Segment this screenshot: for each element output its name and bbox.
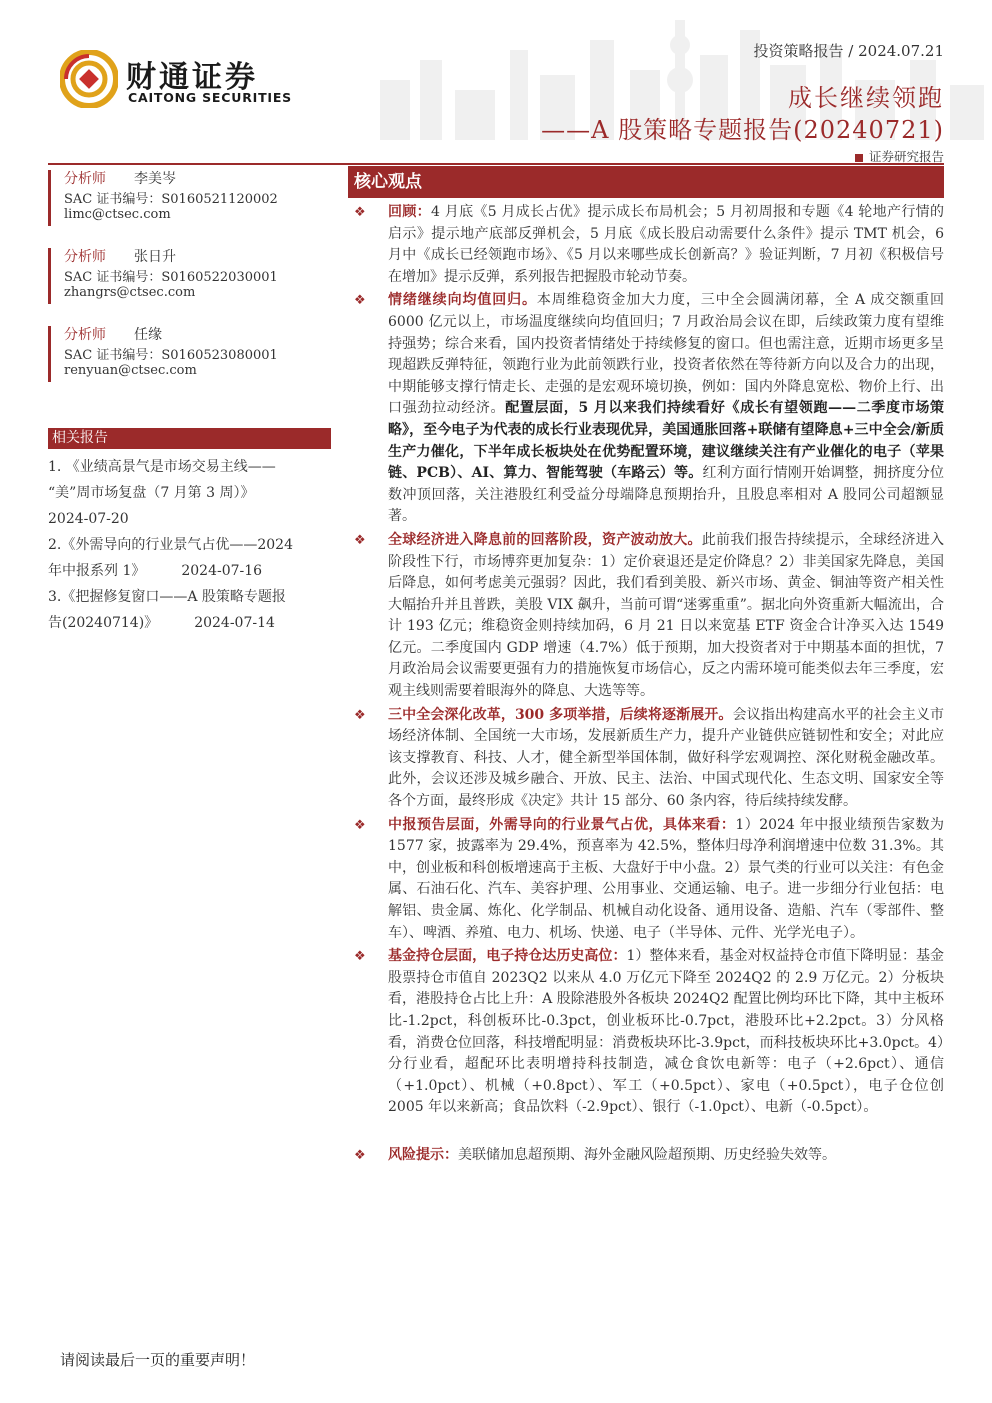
disclaimer-notice: 请阅读最后一页的重要声明！ (60, 1351, 256, 1369)
diamond-bullet-icon: ❖ (354, 949, 366, 965)
core-point (352, 946, 944, 1119)
point-text: 1）整体来看，基金对权益持仓市值下降明显：基金股票持仓市值自 2023Q2 以来从 4.0 万亿元下降至 2024Q2 的 2.9 万亿元。2）分板块看，港股持仓占比上升：A 股除港股外各板块 2024Q2 配置比例均环比下降，其中主板环比-1.2pct，科创板环比-0.3pct，创业板环比-0.7pct，港股环比+2.2pct。3）分风格看，消费仓位回落，科技增配明显：消费板块环比-3.9pct，而科技板块环比+3.0pct。4）分行业看，超配环比表明增持科技制造，减仓食饮电新等：电子（+2.6pct）、通信（+1.0pct）、机械（+0.8pct）、军工（+0.5pct）、家电（+0.5pct），电子仓位创 2005 年以来新高；食品饮料（-2.9pct）、银行（-1.0pct）、电新（-0.5pct）。 (388, 948, 945, 1116)
point-lead: 三中全会深化改革，300 多项举措，后续将逐渐展开。 (388, 706, 733, 723)
risk-lead: 风险提示： (388, 1146, 458, 1163)
related-report-title-line1: 1. 《业绩高景气是市场交易主线—— (48, 459, 276, 475)
analyst-email[interactable]: zhangrs@ctsec.com (64, 285, 196, 300)
report-type-label: 证券研究报告 (868, 149, 944, 164)
core-point (352, 815, 944, 945)
point-lead: 中报预告层面，外需导向的行业景气占优，具体来看： (388, 816, 736, 833)
diamond-bullet-icon: ❖ (354, 817, 366, 833)
core-point (352, 202, 944, 288)
related-reports-heading: 相关报告 (48, 428, 331, 449)
point-lead: 基金持仓层面，电子持仓达历史高位： (388, 948, 627, 965)
point-lead: 全球经济进入降息前的回落阶段，资产波动放大。 (388, 531, 702, 548)
analyst-accent-bar (48, 248, 51, 304)
point-text: 此前我们报告持续提示，全球经济进入阶段性下行，市场博弈更加复杂：1）定价衰退还是定价降息？2）非美国家先降息，美国后降息，如何考虑美元强弱？因此，我们看到美股、新兴市场、黄金、铜油等资产相关性大幅抬升并且普跌，美股 VIX 飙升，当前可谓“迷雾重重”。据北向外资重新大幅流出，合计 193 亿元；维稳资金则持续加码，6 月 21 日以来宽基 ETF 资金合计净买入达 1549 亿元。二季度国内 GDP 增速（4.7%）低于预期，加大投资者对于中期基本面的担忧，7 月政治局会议需要更强有力的措施恢复市场信心，反之内需环境可能类似去年三季度，宏观主线则需要着眼海外的降息、大选等等。 (388, 531, 945, 700)
point-tail-text: 红利方面行情刚开始调整，拥挤度分位数冲顶回落，关注港股红利受益分母端降息预期抬升，且股息率相对 A 股同公司超额显著。 (388, 465, 944, 525)
related-report-date: 2024-07-14 (194, 615, 275, 631)
related-reports-list (48, 454, 331, 636)
analyst-accent-bar (48, 170, 51, 226)
analyst-email[interactable]: renyuan@ctsec.com (64, 363, 197, 378)
diamond-bullet-icon: ❖ (354, 532, 366, 548)
related-report-title-line2: 告(20240714)》 (48, 615, 159, 631)
logo-text-cn: 财通证券 (126, 60, 258, 95)
analyst-card (48, 324, 278, 384)
analyst-name: 张日升 (134, 249, 176, 265)
analyst-accent-bar (48, 326, 51, 382)
header-divider (48, 163, 944, 165)
diamond-bullet-icon: ❖ (354, 1147, 366, 1163)
analyst-sac: SAC 证书编号：S0160521120002 (64, 192, 278, 207)
core-point (352, 705, 944, 813)
analyst-name: 李美岑 (134, 171, 176, 187)
point-text: 本周维稳资金加大力度，三中全会圆满闭幕，全 A 成交额重回 6000 亿元以上，市场温度继续向均值回归；7 月政治局会议在即，后续政策力度有望维持强势；综合来看，国内投资者情绪处于持续修复的窗口。但也需注意，近期市场更多呈现超跌反弹特征，领跑行业为此前领跌行业，投资者依然在等待新方向以及合力的出现，中期能够支撑行情走长、走强的是宏观环境切换，例如：国内外降息宽松、物价上行、出口强劲拉动经济。 (388, 292, 945, 417)
point-text: 会议指出构建高水平的社会主义市场经济体制、全国统一大市场，发展新质生产力，提升产业链供应链韧性和安全；对此应该支撑教育、科技、人才，健全新型举国体制，做好科学宏观调控、深化财税金融改革。此外，会议还涉及城乡融合、开放、民主、法治、中国式现代化、生态文明、国家安全等各个方面，最终形成《决定》共计 15 部分、60 条内容，待后续持续发酵。 (388, 706, 944, 810)
analyst-sac: SAC 证书编号：S0160523080001 (64, 348, 278, 363)
point-text: 1）2024 年中报业绩预告家数为 1577 家，披露率为 29.4%，预喜率为 42.5%，整体归母净利润增速中位数 31.3%。其中，创业板和科创板增速高于主板、大盘好于中小盘。2）景气类的行业可以关注：有色金属、石油石化、汽车、美容护理、公用事业、交通运输、电子。进一步细分行业包括：电解铝、贵金属、炼化、化学制品、机械自动化设备、通用设备、造船、汽车（零部件、整车）、啤酒、养殖、电力、机场、快递、电子（半导体、元件、光学光电子）。 (388, 816, 944, 941)
logo-text-en: CAITONG SECURITIES (128, 90, 292, 105)
related-report-title-line1: 3.《把握修复窗口——A 股策略专题报 (48, 589, 286, 605)
point-bold-text: 配置层面，5 月以来我们持续看好《成长有望领跑——二季度市场策略》，至今电子为代表的成长行业表现优异，美国通胀回落+联储有望降息+三中全会/新质生产力催化，下半年成长板块处在优势配置环境，建议继续关注有产业催化的电子（苹果链、PCB）、AI、算力、智能驾驶（车路云）等。 (388, 400, 944, 482)
analyst-email[interactable]: limc@ctsec.com (64, 207, 171, 222)
analyst-role: 分析师 (64, 171, 106, 187)
point-text: 4 月底《5 月成长占优》提示成长布局机会；5 月初周报和专题《4 轮地产行情的启示》提示地产底部反弹机会，5 月底《成长股启动需要什么条件》提示 TMT 机会，6 月中《成长已经领跑市场》、《5 月以来哪些成长创新高？》验证判断，7 月初《积极信号在增加》提示反弹，系列报告把握股市轮动节奏。 (388, 204, 945, 285)
related-report-item[interactable] (48, 454, 331, 532)
core-point (352, 290, 944, 528)
point-lead: 情绪继续向均值回归。 (388, 292, 537, 309)
analyst-name: 任缘 (134, 327, 162, 343)
analyst-card (48, 246, 278, 306)
related-report-item[interactable] (48, 584, 331, 636)
related-report-title-line1: 2.《外需导向的行业景气占优——2024 (48, 537, 293, 553)
square-icon (855, 154, 863, 162)
risk-text: 美联储加息超预期、海外金融风险超预期、历史经验失效等。 (458, 1146, 836, 1163)
report-title: 成长继续领跑 (788, 84, 944, 112)
risk-warning (352, 1145, 944, 1167)
diamond-bullet-icon: ❖ (354, 707, 366, 723)
report-meta (754, 40, 944, 61)
analyst-role: 分析师 (64, 249, 106, 265)
company-logo (60, 50, 300, 110)
report-category-date: 投资策略报告 / 2024.07.21 (753, 42, 944, 60)
diamond-bullet-icon: ❖ (354, 205, 366, 220)
caitong-logo-icon (60, 50, 118, 108)
related-report-title-line2: 年中报系列 1》 (48, 563, 146, 579)
core-views-heading: 核心观点 (348, 166, 944, 198)
analyst-role: 分析师 (64, 327, 106, 343)
analyst-sac: SAC 证书编号：S0160522030001 (64, 270, 278, 285)
related-report-date: 2024-07-16 (181, 563, 263, 579)
point-lead: 回顾： (388, 204, 432, 220)
core-views-body (352, 202, 944, 1169)
related-report-item[interactable] (48, 532, 331, 584)
diamond-bullet-icon: ❖ (354, 293, 366, 309)
report-subtitle: ——A 股策略专题报告(20240721) (541, 116, 944, 144)
analyst-card (48, 168, 278, 228)
related-report-title-line2: “美”周市场复盘（7 月第 3 周）》 (48, 485, 255, 501)
related-report-date: 2024-07-20 (48, 511, 129, 527)
core-point (352, 530, 944, 703)
